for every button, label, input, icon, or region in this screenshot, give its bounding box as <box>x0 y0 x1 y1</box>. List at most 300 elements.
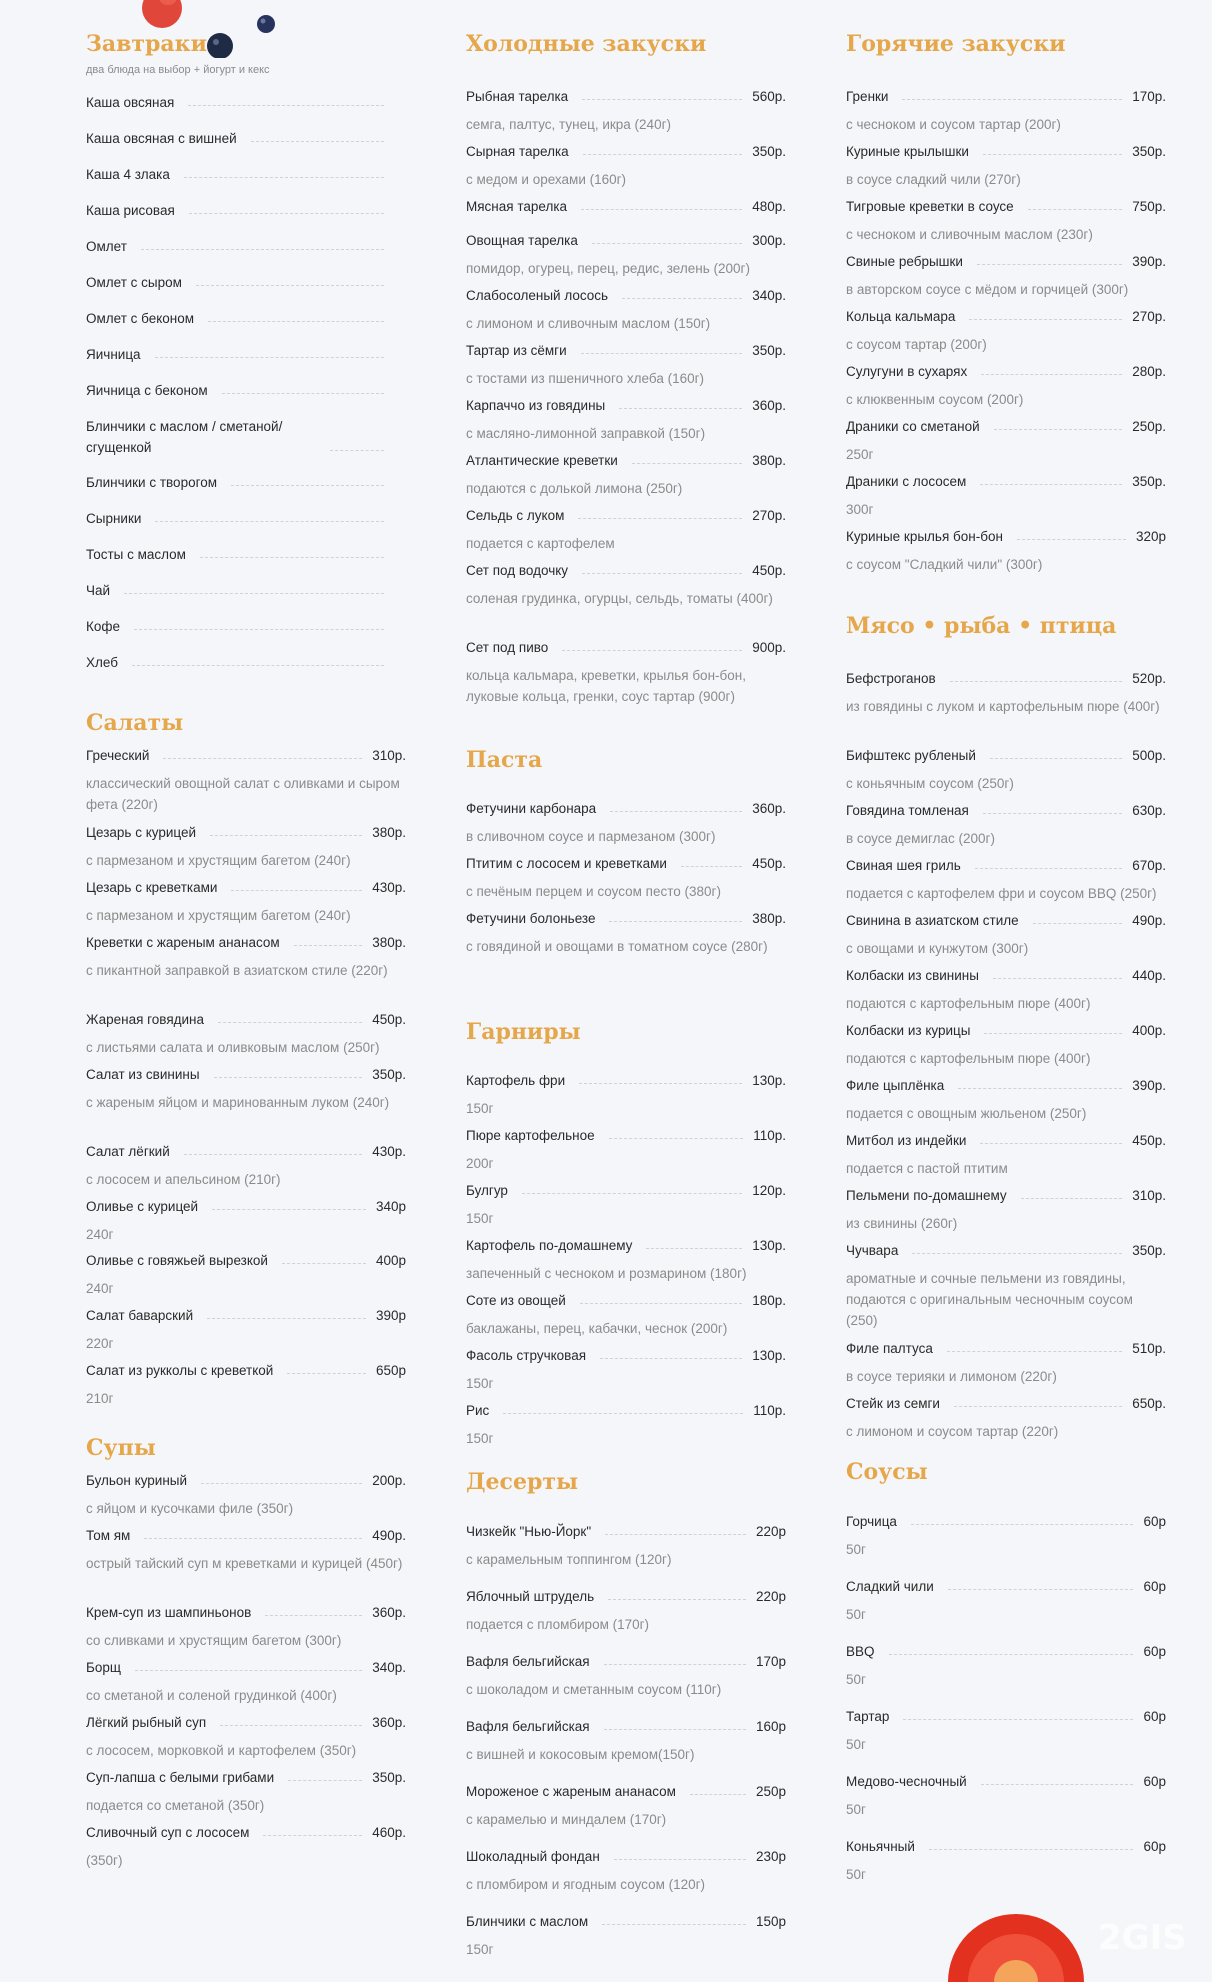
dish-description: 250г <box>846 447 874 462</box>
menu-item-row <box>86 1196 406 1217</box>
menu-item-row <box>466 560 786 581</box>
dish-price: 380р. <box>752 453 786 468</box>
dish-price: 480р. <box>752 199 786 214</box>
menu-item <box>846 471 1166 520</box>
dotted-leader <box>980 484 1122 485</box>
menu-item-row <box>466 1846 786 1867</box>
menu-item <box>86 236 406 257</box>
dish-description: с коньячным соусом (250г) <box>846 776 1014 791</box>
menu-item-row <box>846 1706 1166 1727</box>
dish-name: Слабосоленый лосось <box>466 288 609 303</box>
menu-item <box>466 1180 786 1229</box>
menu-item <box>466 1716 786 1765</box>
dish-name: Тартар <box>846 1709 890 1724</box>
dish-description: баклажаны, перец, кабачки, чеснок (200г) <box>466 1321 728 1336</box>
dish-price: 750р. <box>1132 199 1166 214</box>
dish-price: 60р <box>1143 1709 1166 1724</box>
dish-description: со сметаной и соленой грудинкой (400г) <box>86 1688 337 1703</box>
dish-name: Говядина томленая <box>846 803 969 818</box>
dish-price: 220р <box>755 1589 786 1604</box>
dotted-leader <box>189 213 384 214</box>
menu-item-row <box>466 1586 786 1607</box>
section-title: Соусы <box>846 1459 928 1485</box>
dish-description: с овощами и кунжутом (300г) <box>846 941 1029 956</box>
menu-item <box>846 855 1166 904</box>
menu-item <box>846 306 1166 355</box>
menu-item <box>86 308 406 329</box>
dish-price: 520р. <box>1132 671 1166 686</box>
dotted-leader <box>212 1209 366 1210</box>
dish-description: с чесноком и сливочным маслом (230г) <box>846 227 1093 242</box>
dish-description: в соусе терияки и лимоном (220г) <box>846 1369 1057 1384</box>
dish-name: Овощная тарелка <box>466 233 578 248</box>
dotted-leader <box>201 1483 362 1484</box>
dish-price: 350р. <box>1132 144 1166 159</box>
menu-item <box>466 798 786 847</box>
dotted-leader <box>969 319 1122 320</box>
menu-item-row <box>846 1641 1166 1662</box>
dotted-leader <box>604 1729 746 1730</box>
dish-name: Греческий <box>86 748 150 763</box>
dotted-leader <box>184 177 384 178</box>
blueberry-icon <box>207 33 233 58</box>
dotted-leader <box>592 243 742 244</box>
dotted-leader <box>132 665 384 666</box>
dish-description: с лимоном и соусом тартар (220г) <box>846 1424 1059 1439</box>
menu-item <box>846 416 1166 465</box>
dish-description: с карамельным топпингом (120г) <box>466 1552 672 1567</box>
dish-price: 130р. <box>752 1073 786 1088</box>
dish-name: Тартар из сёмги <box>466 343 567 358</box>
section-title: Паста <box>466 747 543 773</box>
menu-item <box>86 1305 406 1354</box>
dish-price: 340р <box>375 1199 406 1214</box>
menu-item <box>466 450 786 499</box>
menu-item <box>846 800 1166 849</box>
menu-item <box>846 526 1166 575</box>
menu-item-row <box>466 1070 786 1091</box>
dish-name: Мясная тарелка <box>466 199 568 214</box>
dish-name: Сулугуни в сухарях <box>846 364 968 379</box>
dish-description: 150г <box>466 1376 494 1391</box>
menu-item <box>846 141 1166 190</box>
menu-item-row <box>466 1180 786 1201</box>
menu-item <box>846 1240 1166 1331</box>
menu-item <box>86 1470 406 1519</box>
dotted-leader <box>210 835 362 836</box>
dish-price: 460р. <box>372 1825 406 1840</box>
menu-item <box>846 1706 1166 1755</box>
dotted-leader <box>619 408 742 409</box>
dotted-leader <box>581 353 743 354</box>
dish-name: Жареная говядина <box>86 1012 205 1027</box>
menu-item <box>846 1130 1166 1179</box>
dotted-leader <box>294 945 362 946</box>
dish-price: 350р. <box>752 343 786 358</box>
section-title: Десерты <box>466 1469 579 1495</box>
dish-price: 360р. <box>752 801 786 816</box>
dish-name: Коньячный <box>846 1839 915 1854</box>
dish-price: 430р. <box>372 880 406 895</box>
dish-description: 50г <box>846 1542 866 1557</box>
dish-price: 390р <box>375 1308 406 1323</box>
menu-item <box>466 1125 786 1174</box>
menu-item-row <box>846 361 1166 382</box>
menu-item <box>86 1712 406 1761</box>
dish-description: соленая грудинка, огурцы, сельдь, томаты (400г) <box>466 591 773 606</box>
dotted-leader <box>155 521 384 522</box>
dotted-leader <box>330 450 384 451</box>
menu-item-row <box>466 1521 786 1542</box>
dotted-leader <box>265 1615 362 1616</box>
dotted-leader <box>950 681 1123 682</box>
dotted-leader <box>282 1263 366 1264</box>
dish-description: с шоколадом и сметанным соусом (110г) <box>466 1682 722 1697</box>
dish-price: 340р. <box>752 288 786 303</box>
dish-description: подается с пломбиром (170г) <box>466 1617 650 1632</box>
dish-description: 210г <box>86 1391 114 1406</box>
dish-price: 490р. <box>1132 913 1166 928</box>
dish-price: 350р. <box>372 1770 406 1785</box>
dish-price: 200р. <box>372 1473 406 1488</box>
menu-item-row <box>846 1511 1166 1532</box>
dish-name: Фетучини болоньезе <box>466 911 596 926</box>
menu-item-row <box>846 745 1166 766</box>
dish-name: Яичница с беконом <box>86 383 208 398</box>
dotted-leader <box>681 866 742 867</box>
dish-name: Вафля бельгийская <box>466 1654 590 1669</box>
section-title: Горячие закуски <box>846 31 1066 57</box>
menu-item-row <box>846 196 1166 217</box>
dish-name: Горчица <box>846 1514 897 1529</box>
dish-price: 400р. <box>1132 1023 1166 1038</box>
menu-item <box>86 1602 406 1651</box>
dish-description: с пикантной заправкой в азиатском стиле (220г) <box>86 963 388 978</box>
dish-price: 300р. <box>752 233 786 248</box>
dish-description: с пармезаном и хрустящим багетом (240г) <box>86 853 351 868</box>
menu-item <box>86 616 406 637</box>
section-title: Гарниры <box>466 1019 581 1045</box>
dish-name: Креветки с жареным ананасом <box>86 935 280 950</box>
dish-description: с печёным перцем и соусом песто (380г) <box>466 884 721 899</box>
menu-item-row <box>86 344 406 365</box>
dish-description: с тостами из пшеничного хлеба (160г) <box>466 371 705 386</box>
dish-price: 110р. <box>753 1128 786 1143</box>
menu-item-row <box>846 416 1166 437</box>
menu-item-row <box>86 1064 406 1085</box>
dotted-leader <box>984 1033 1122 1034</box>
dish-description: в авторском соусе с мёдом и горчицей (300г) <box>846 282 1129 297</box>
menu-item <box>466 908 786 957</box>
dish-price: 310р. <box>1132 1188 1166 1203</box>
dish-price: 350р. <box>372 1067 406 1082</box>
dotted-leader <box>990 758 1122 759</box>
dish-name: Яблочный штрудель <box>466 1589 595 1604</box>
dish-price: 170р. <box>1132 89 1166 104</box>
dish-name: Омлет с беконом <box>86 311 195 326</box>
menu-item-row <box>466 1911 786 1932</box>
dish-description: 300г <box>846 502 874 517</box>
menu-item-row <box>86 932 406 953</box>
dish-description: 50г <box>846 1737 866 1752</box>
menu-item-row <box>466 141 786 162</box>
dish-name: Омлет с сыром <box>86 275 182 290</box>
menu-item-row <box>466 1235 786 1256</box>
dish-description: из говядины с луком и картофельным пюре (400г) <box>846 699 1160 714</box>
menu-item-row <box>466 1125 786 1146</box>
menu-item-row <box>86 308 406 329</box>
menu-item-row <box>86 544 406 565</box>
dish-name: Колбаски из свинины <box>846 968 979 983</box>
dotted-leader <box>155 357 384 358</box>
dish-name: Салат из рукколы с креветкой <box>86 1363 274 1378</box>
dotted-leader <box>1021 1198 1123 1199</box>
menu-item <box>466 230 786 279</box>
dish-name: Колбаски из курицы <box>846 1023 971 1038</box>
menu-item-row <box>466 196 786 217</box>
dish-description: в соусе демиглас (200г) <box>846 831 995 846</box>
menu-item <box>466 340 786 389</box>
menu-item-row <box>846 251 1166 272</box>
dotted-leader <box>981 374 1122 375</box>
dish-name: Сливочный суп с лососем <box>86 1825 250 1840</box>
menu-item-row <box>846 1576 1166 1597</box>
dish-description: подается с картофелем фри и соусом BBQ (250г) <box>846 886 1157 901</box>
menu-item-row <box>86 1602 406 1623</box>
dish-description: с медом и орехами (160г) <box>466 172 627 187</box>
dotted-leader <box>690 1794 746 1795</box>
dish-description: с жареным яйцом и маринованным луком (240г) <box>86 1095 390 1110</box>
menu-item-row <box>86 1141 406 1162</box>
dish-name: Омлет <box>86 239 127 254</box>
dish-description: кольца кальмара, креветки, крылья бон-бон, луковые кольца, гренки, соус тартар (900г) <box>466 668 746 704</box>
menu-item-row <box>86 1250 406 1271</box>
dish-name: Сладкий чили <box>846 1579 934 1594</box>
dotted-leader <box>141 249 384 250</box>
menu-item <box>466 1290 786 1339</box>
dish-description: с вишней и кокосовым кремом(150г) <box>466 1747 695 1762</box>
menu-item <box>466 196 786 217</box>
dish-price: 440р. <box>1132 968 1166 983</box>
dish-name: Соте из овощей <box>466 1293 566 1308</box>
dotted-leader <box>578 518 742 519</box>
dish-description: в соусе сладкий чили (270г) <box>846 172 1021 187</box>
dotted-leader <box>994 429 1123 430</box>
dish-name: Куриные крылышки <box>846 144 969 159</box>
dish-name: Бульон куриный <box>86 1473 188 1488</box>
menu-item-row <box>466 1400 786 1421</box>
dotted-leader <box>503 1413 743 1414</box>
menu-item <box>846 1020 1166 1069</box>
dish-name: Рыбная тарелка <box>466 89 569 104</box>
menu-item-row <box>466 1345 786 1366</box>
menu-item <box>86 745 406 815</box>
dotted-leader <box>231 890 362 891</box>
dotted-leader <box>124 593 384 594</box>
menu-item <box>466 560 786 609</box>
menu-item-row <box>86 1009 406 1030</box>
dotted-leader <box>581 209 742 210</box>
menu-item <box>86 544 406 565</box>
menu-item <box>86 1822 406 1871</box>
menu-item-row <box>86 236 406 257</box>
dotted-leader <box>600 1358 742 1359</box>
dotted-leader <box>632 463 742 464</box>
menu-item <box>466 86 786 135</box>
dish-name: Сырники <box>86 511 142 526</box>
dish-price: 390р. <box>1132 1078 1166 1093</box>
dotted-leader <box>134 629 384 630</box>
dotted-leader <box>184 1154 362 1155</box>
menu-item <box>86 380 406 401</box>
dish-price: 170р <box>755 1654 786 1669</box>
menu-item-row <box>86 580 406 601</box>
dish-price: 250р <box>755 1784 786 1799</box>
menu-item-row <box>466 1781 786 1802</box>
dish-name: Чучвара <box>846 1243 899 1258</box>
menu-item-row <box>846 1393 1166 1414</box>
menu-item-row <box>466 340 786 361</box>
menu-item <box>86 580 406 601</box>
menu-item <box>86 128 406 149</box>
dish-name: Оливье с курицей <box>86 1199 199 1214</box>
dish-price: 340р. <box>372 1660 406 1675</box>
dish-description: 200г <box>466 1156 494 1171</box>
dish-description: подается с пастой птитим <box>846 1161 1008 1176</box>
dish-description: подается со сметаной (350г) <box>86 1798 265 1813</box>
menu-item-row <box>86 652 406 673</box>
dish-name: Каша овсяная с вишней <box>86 131 237 146</box>
dish-name: Каша рисовая <box>86 203 175 218</box>
dish-name: Гренки <box>846 89 889 104</box>
menu-item <box>466 395 786 444</box>
dotted-leader <box>608 1599 746 1600</box>
dotted-leader <box>196 285 384 286</box>
dish-price: 230р <box>755 1849 786 1864</box>
dish-name: Мороженое с жареным ананасом <box>466 1784 676 1799</box>
dish-price: 130р. <box>752 1348 786 1363</box>
menu-item-row <box>466 1716 786 1737</box>
dotted-leader <box>981 1784 1134 1785</box>
dotted-leader <box>188 105 384 106</box>
dish-price: 650р <box>375 1363 406 1378</box>
dotted-leader <box>912 1253 1122 1254</box>
menu-item-row <box>846 910 1166 931</box>
menu-item <box>86 344 406 365</box>
dish-name: Драники с лососем <box>846 474 967 489</box>
menu-item-row <box>86 92 406 113</box>
dotted-leader <box>582 573 742 574</box>
menu-item-row <box>466 798 786 819</box>
menu-item <box>86 932 406 981</box>
dotted-leader <box>220 1725 362 1726</box>
dish-name: BBQ <box>846 1644 875 1659</box>
menu-item <box>466 141 786 190</box>
section-title: Мясо • рыба • птица <box>846 613 1117 639</box>
dish-name: Каша овсяная <box>86 95 175 110</box>
menu-item <box>86 416 406 458</box>
dotted-leader <box>1028 209 1123 210</box>
dotted-leader <box>609 921 742 922</box>
strawberry-icon <box>142 0 182 28</box>
dish-description: 220г <box>86 1336 114 1351</box>
dish-price: 150р <box>755 1914 786 1929</box>
menu-item <box>86 1767 406 1816</box>
section-title: Салаты <box>86 710 184 736</box>
menu-item <box>466 1400 786 1449</box>
dotted-leader <box>977 264 1122 265</box>
dish-description: подаются с картофельным пюре (400г) <box>846 996 1091 1011</box>
dish-name: Блинчики с маслом <box>466 1914 589 1929</box>
dish-price: 160р <box>755 1719 786 1734</box>
menu-item <box>86 1196 406 1245</box>
menu-item-row <box>86 877 406 898</box>
menu-item-row <box>86 128 406 149</box>
menu-item <box>86 164 406 185</box>
dish-price: 630р. <box>1132 803 1166 818</box>
dish-name: Пельмени по-домашнему <box>846 1188 1007 1203</box>
dish-price: 380р. <box>752 911 786 926</box>
dish-name: Цезарь с курицей <box>86 825 197 840</box>
dotted-leader <box>604 1664 746 1665</box>
dotted-leader <box>562 650 742 651</box>
menu-item <box>846 196 1166 245</box>
menu-item <box>466 505 786 554</box>
dish-price: 380р. <box>372 935 406 950</box>
menu-item-row <box>846 1185 1166 1206</box>
menu-item-row <box>86 616 406 637</box>
dish-name: Картофель по-домашнему <box>466 1238 633 1253</box>
menu-item-row <box>466 395 786 416</box>
menu-item <box>846 1576 1166 1625</box>
menu-item-row <box>846 855 1166 876</box>
dotted-leader <box>975 868 1122 869</box>
dish-description: с пломбиром и ягодным соусом (120г) <box>466 1877 706 1892</box>
menu-item <box>86 652 406 673</box>
dish-name: Фасоль стручковая <box>466 1348 587 1363</box>
menu-item <box>86 877 406 926</box>
dotted-leader <box>218 1022 362 1023</box>
dish-price: 350р. <box>1132 474 1166 489</box>
menu-item <box>846 745 1166 794</box>
dish-price: 130р. <box>752 1238 786 1253</box>
dish-price: 220р <box>755 1524 786 1539</box>
dish-name: Салат баварский <box>86 1308 194 1323</box>
dish-price: 360р. <box>372 1605 406 1620</box>
dish-name: Лёгкий рыбный суп <box>86 1715 207 1730</box>
dish-name: Пюре картофельное <box>466 1128 595 1143</box>
menu-item <box>466 1651 786 1700</box>
dotted-leader <box>579 1083 742 1084</box>
dotted-leader <box>622 298 742 299</box>
dotted-leader <box>903 1719 1133 1720</box>
dish-name: Фетучини карбонара <box>466 801 597 816</box>
dotted-leader <box>980 1143 1122 1144</box>
menu-item-row <box>86 1525 406 1546</box>
menu-item-row <box>86 1767 406 1788</box>
dish-name: Рис <box>466 1403 490 1418</box>
dish-description: 150г <box>466 1101 494 1116</box>
dish-description: подается с картофелем <box>466 536 615 551</box>
menu-item-row <box>846 1771 1166 1792</box>
dish-name: Сет под водочку <box>466 563 569 578</box>
dish-name: Оливье с говяжьей вырезкой <box>86 1253 268 1268</box>
dish-price: 110р. <box>753 1403 786 1418</box>
section-subtitle: два блюда на выбор + йогурт и кекс <box>86 64 270 76</box>
dish-name: Бифштекс рубленый <box>846 748 976 763</box>
dotted-leader <box>983 813 1122 814</box>
menu-item <box>466 1781 786 1830</box>
